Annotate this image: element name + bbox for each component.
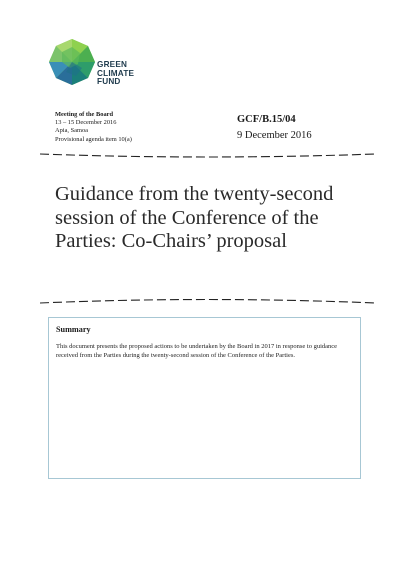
summary-text: This document presents the proposed actions to be undertaken by the Board in 2017 in response to guidance received from the Parties during the twenty-second session of the Conference of the Parties. xyxy=(56,343,338,360)
document-reference xyxy=(237,112,312,144)
meeting-info xyxy=(55,111,132,144)
meeting-agenda-item: Provisional agenda item 10(a) xyxy=(55,135,132,143)
logo-line: GREEN xyxy=(97,60,128,69)
meeting-location: Apia, Samoa xyxy=(55,127,89,135)
logo-line: CLIMATE xyxy=(97,68,135,78)
meeting-dates: 13 – 15 December 2016 xyxy=(55,119,117,127)
document-code: GCF/B.15/04 xyxy=(237,114,296,125)
wave-divider-bottom xyxy=(40,295,375,307)
meeting-title: Meeting of the Board xyxy=(55,111,114,118)
wave-divider-top xyxy=(40,150,375,162)
document-date: 9 December 2016 xyxy=(237,130,312,141)
logo-line: FUND xyxy=(97,77,121,87)
gcf-logo xyxy=(48,38,178,98)
summary-heading: Summary xyxy=(56,325,91,334)
summary-box xyxy=(48,317,361,479)
gcf-logo-icon xyxy=(48,38,96,86)
page-title: Guidance from the twenty-second session of the Conference of the Parties: Co-Chairs’ proposal xyxy=(55,183,334,252)
logo-wordmark xyxy=(97,61,134,87)
